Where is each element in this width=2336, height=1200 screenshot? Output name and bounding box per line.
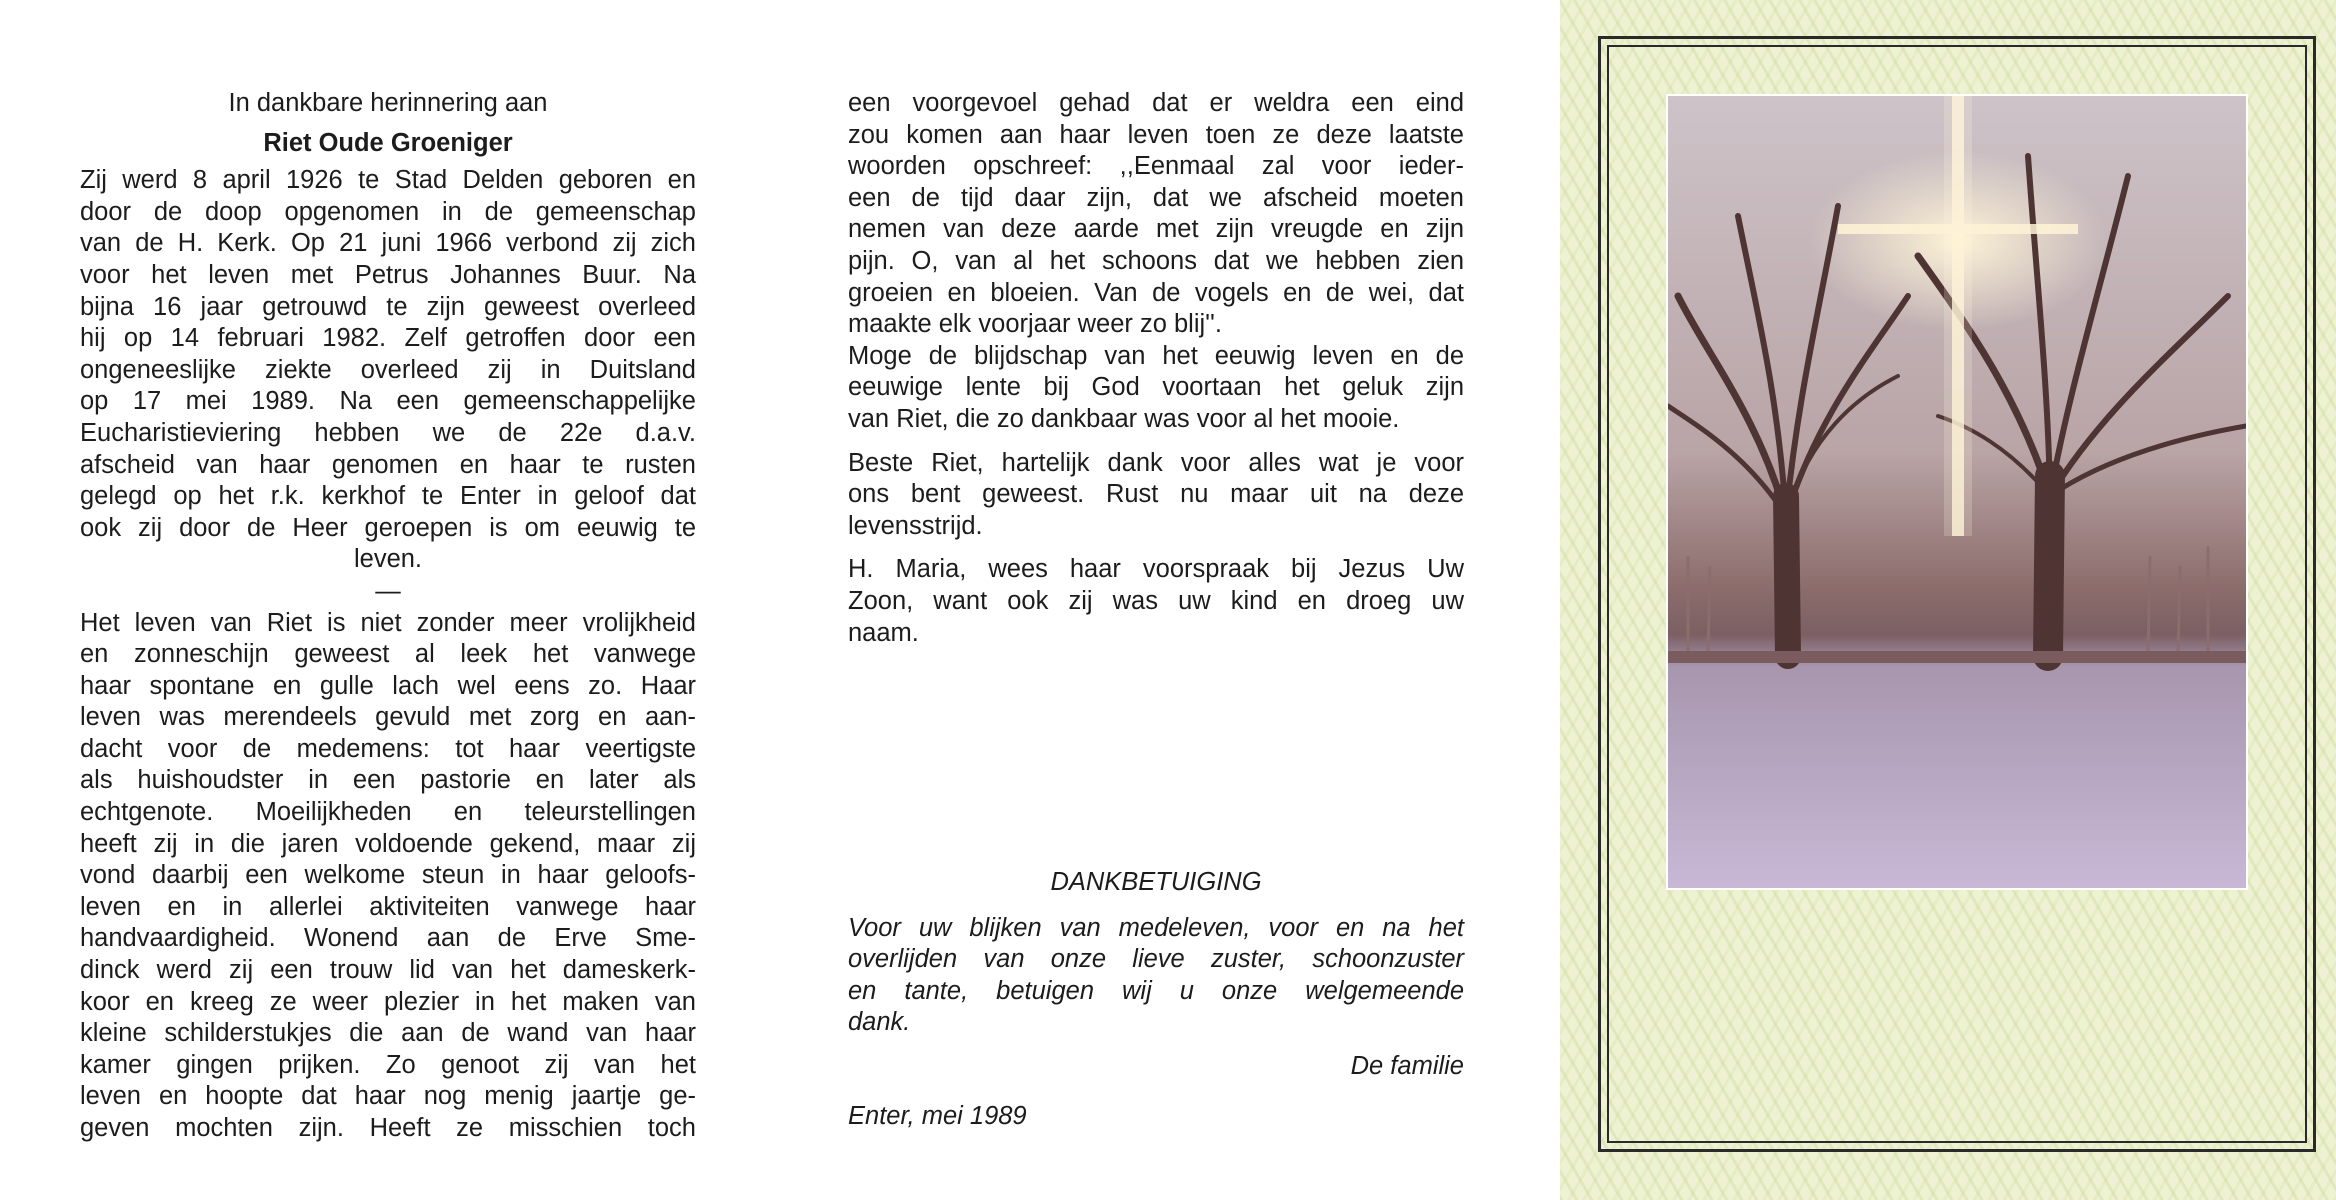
text-line: echtgenote. Moeilijkheden en teleurstellingen: [80, 798, 696, 827]
separator-dash: —: [375, 576, 401, 605]
text-line: leven.: [353, 545, 423, 574]
signature: De familie: [1350, 1052, 1464, 1081]
thanks-heading: DANKBETUIGING: [1050, 868, 1262, 897]
winter-landscape-photo: [1668, 96, 2246, 888]
text-line: pijn. O, van al het schoons dat we hebben zien: [848, 246, 1464, 275]
text-line: zou komen aan haar leven toen ze deze laatste: [848, 120, 1464, 149]
text-line: levensstrijd.: [848, 511, 983, 540]
prayer-paragraph: [848, 554, 1464, 649]
text-line: hij op 14 februari 1982. Zelf getroffen door een: [80, 324, 696, 353]
deceased-name: Riet Oude Groeniger: [263, 128, 513, 157]
text-line: Zoon, want ook zij was uw kind en droeg uw: [848, 586, 1464, 615]
text-line: ons bent geweest. Rust nu maar uit na deze: [848, 480, 1464, 509]
text-line: koor en kreeg ze weer plezier in het maken van: [80, 987, 696, 1016]
text-line: dinck werd zij een trouw lid van het dameskerk-: [80, 956, 696, 985]
middle-column: [848, 88, 1464, 1132]
premonition-paragraph: [848, 88, 1464, 341]
text-line: vond daarbij een welkome steun in haar geloofs-: [80, 861, 696, 890]
text-line: afscheid van haar genomen en haar te rusten: [80, 450, 696, 479]
text-line: ongeneeslijke ziekte overleed zij in Duitsland: [80, 355, 696, 384]
text-line: geven mochten zijn. Heeft ze misschien toch: [80, 1114, 696, 1142]
text-line: overlijden van onze lieve zuster, schoonzuster: [848, 945, 1464, 974]
text-line: op 17 mei 1989. Na een gemeenschappelijke: [80, 387, 696, 416]
text-line: leven en hoopte dat haar nog menig jaartje ge-: [80, 1082, 696, 1111]
text-line: Voor uw blijken van medeleven, voor en na het: [848, 913, 1464, 942]
text-line: Moge de blijdschap van het eeuwig leven en de: [848, 341, 1464, 370]
text-line: als huishoudster in een pastorie en later als: [80, 766, 696, 795]
text-line: Zij werd 8 april 1926 te Stad Delden geboren en: [80, 166, 696, 195]
text-line: dank.: [848, 1008, 911, 1037]
wish-paragraph: [848, 341, 1464, 436]
farewell-paragraph: [848, 448, 1464, 543]
text-line: Het leven van Riet is niet zonder meer vrolijkheid: [80, 608, 696, 637]
text-line: maakte elk voorjaar weer zo blij''.: [848, 310, 1222, 339]
field-edge: [1668, 651, 2246, 663]
biography-paragraph: [80, 165, 696, 576]
text-line: groeien en bloeien. Van de vogels en de wei, dat: [848, 278, 1464, 307]
text-line: Beste Riet, hartelijk dank voor alles wat je voor: [848, 448, 1464, 477]
text-line: heeft zij in die jaren voldoende gekend, maar zij: [80, 829, 696, 858]
left-column: [80, 88, 696, 1145]
text-line: Eucharistieviering hebben we de 22e d.a.v.: [80, 418, 696, 447]
text-line: nemen van deze aarde met zijn vreugde en zijn: [848, 215, 1464, 244]
text-line: H. Maria, wees haar voorspraak bij Jezus Uw: [848, 555, 1464, 584]
intro-line: In dankbare herinnering aan: [228, 89, 548, 117]
text-line: naam.: [848, 618, 919, 647]
place-date: Enter, mei 1989: [848, 1101, 1027, 1130]
text-line: eeuwige lente bij God voortaan het geluk zijn: [848, 373, 1464, 402]
text-line: en zonneschijn geweest al leek het vanwege: [80, 640, 696, 669]
text-line: gelegd op het r.k. kerkhof te Enter in geloof dat: [80, 482, 696, 511]
text-line: een voorgevoel gehad dat er weldra een eind: [848, 89, 1464, 117]
text-line: handvaardigheid. Wonend aan de Erve Sme-: [80, 924, 696, 953]
text-line: bijna 16 jaar getrouwd te zijn geweest overleed: [80, 292, 696, 321]
text-line: een de tijd daar zijn, dat we afscheid moeten: [848, 183, 1464, 212]
text-line: kleine schilderstukjes die aan de wand van haar: [80, 1019, 696, 1048]
landscape-illustration: [1668, 96, 2246, 888]
text-line: woorden opschreef: ,,Eenmaal zal voor ieder-: [848, 152, 1464, 181]
text-line: haar spontane en gulle lach wel eens zo. Haar: [80, 671, 696, 700]
text-line: voor het leven met Petrus Johannes Buur. Na: [80, 260, 696, 289]
text-line: kamer gingen prijken. Zo genoot zij van het: [80, 1050, 696, 1079]
text-line: dacht voor de medemens: tot haar veertigste: [80, 734, 696, 763]
text-line: leven was merendeels gevuld met zorg en aan-: [80, 703, 696, 732]
text-line: leven en in allerlei aktiviteiten vanwege haar: [80, 892, 696, 921]
text-line: van Riet, die zo dankbaar was voor al het mooie.: [848, 404, 1400, 433]
text-line: door de doop opgenomen in de gemeenschap: [80, 197, 696, 226]
text-line: van de H. Kerk. Op 21 juni 1966 verbond zij zich: [80, 229, 696, 258]
life-paragraph: [80, 608, 696, 1145]
thanks-paragraph: [848, 913, 1464, 1039]
text-line: en tante, betuigen wij u onze welgemeende: [848, 976, 1464, 1005]
text-line: ook zij door de Heer geroepen is om eeuwig te: [80, 513, 696, 542]
